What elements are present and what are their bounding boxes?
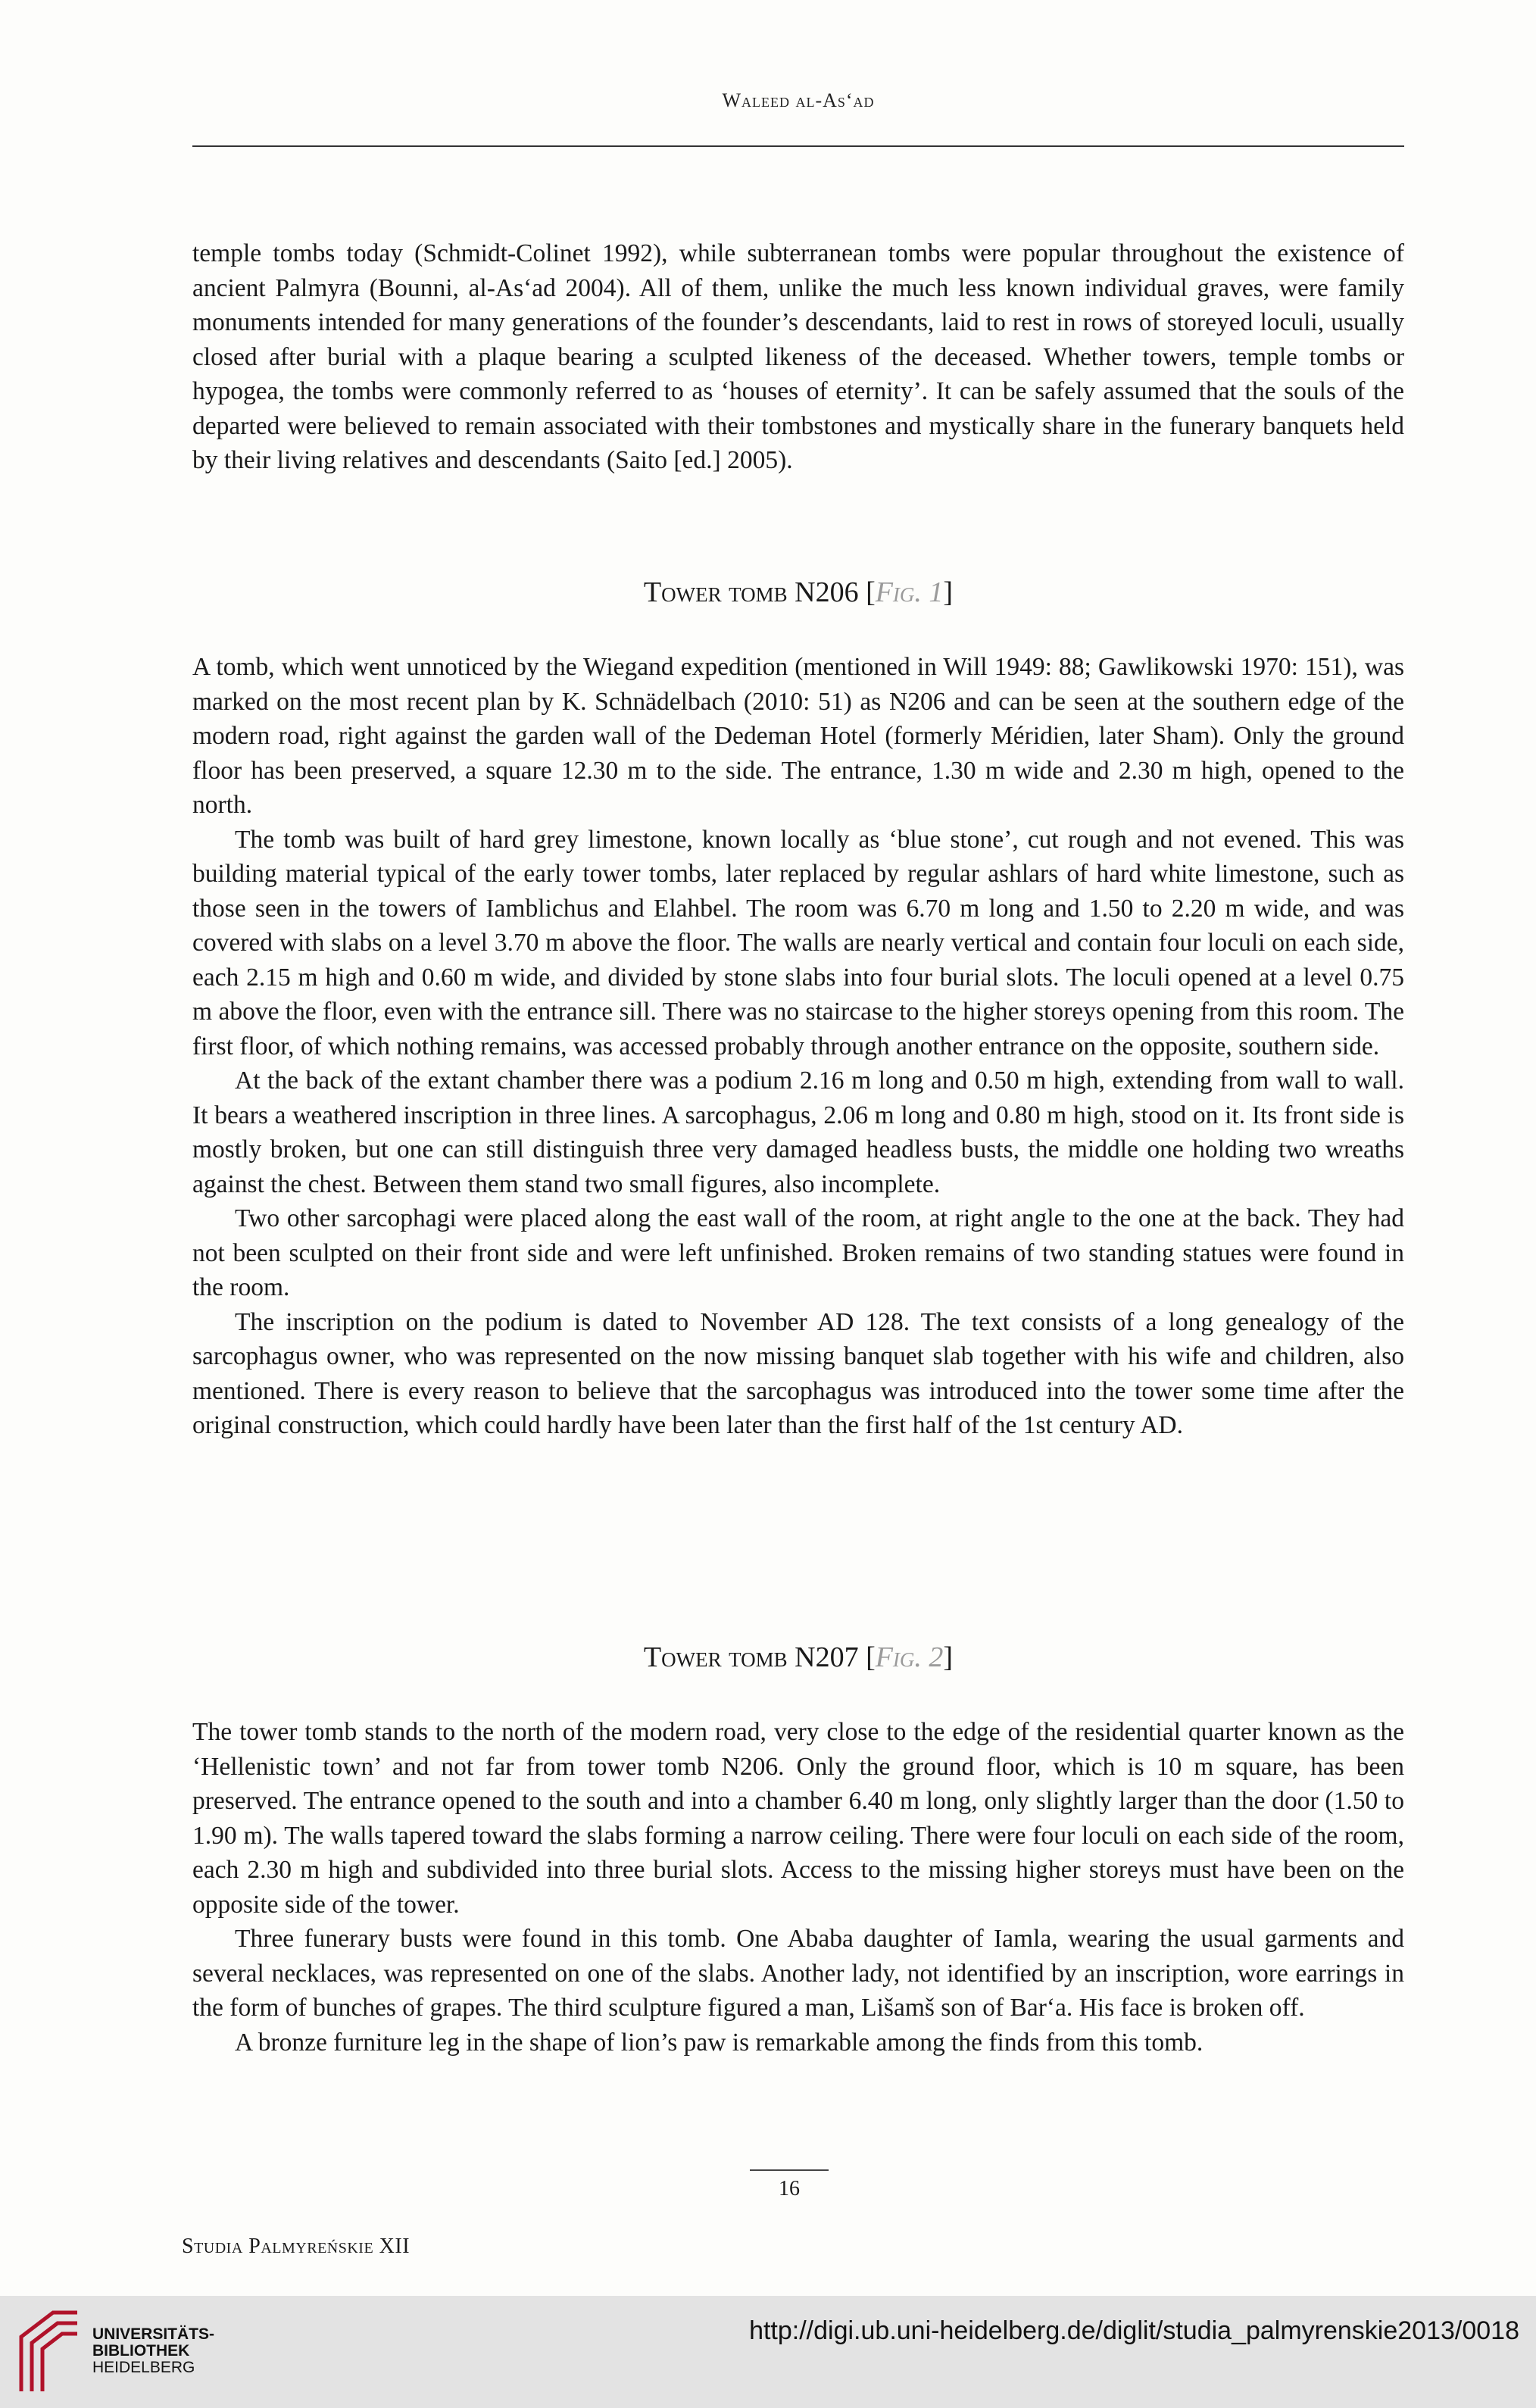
journal-title: Studia Palmyreńskie XII bbox=[182, 2235, 411, 2258]
section-title-text: Tower tomb N207 [ bbox=[643, 1641, 876, 1673]
section-title-n206 bbox=[192, 576, 1404, 609]
source-url-link[interactable]: http://digi.ub.uni-heidelberg.de/diglit/studia_palmyrenskie2013/0018 bbox=[749, 2316, 1519, 2345]
paragraph: A tomb, which went unnoticed by the Wiegand expedition (mentioned in Will 1949: 88; Gawlikowski 1970: 151), was marked on the most recent plan by K. Schnädelbach (2010: 51) as N206 and can be seen at the southern edge of the modern road, right against the garden wall of the Dedeman Hotel (formerly Méridien, later Sham). Only the ground floor has been preserved, a square 12.30 m to the side. The entrance, 1.30 m wide and 2.30 m high, opened to the north. bbox=[192, 653, 1404, 819]
folio-rule bbox=[750, 2169, 829, 2171]
header-rule bbox=[192, 145, 1404, 147]
section-body-n207 bbox=[192, 1715, 1404, 2060]
digitization-footer-bar bbox=[0, 2296, 1536, 2408]
paragraph: A bronze furniture leg in the shape of lion’s paw is remarkable among the finds from this tomb. bbox=[235, 2028, 1204, 2057]
library-name-line: UNIVERSITÄTS- bbox=[92, 2325, 215, 2343]
library-logo-icon bbox=[15, 2306, 83, 2397]
section-title-close: ] bbox=[943, 1641, 954, 1673]
paragraph: The inscription on the podium is dated to November AD 128. The text consists of a long genealogy of the sarcophagus owner, who was represented on the now missing banquet slab together with his wife and children, also mentioned. There is every reason to believe that the sarcophagus was introduced into the tower some time after the original construction, which could hardly have been later than the first half of the 1st century AD. bbox=[192, 1307, 1404, 1439]
paragraph: The tomb was built of hard grey limestone, known locally as ‘blue stone’, cut rough and not evened. This was building material typical of the early tower tombs, later replaced by regular ashlars of hard white limestone, such as those seen in the towers of Iamblichus and Elahbel. The room was 6.70 m long and 1.50 to 2.20 m wide, and was covered with slabs on a level 3.70 m above the floor. The walls are nearly vertical and contain four loculi on each side, each 2.15 m high and 0.60 m wide, and divided by stone slabs into four burial slots. The loculi opened at a level 0.75 m above the floor, even with the entrance sill. There was no staircase to the higher storeys opening from this room. The first floor, of which nothing remains, was accessed probably through another entrance on the opposite, southern side. bbox=[192, 825, 1404, 1060]
intro-paragraph: temple tombs today (Schmidt-Colinet 1992), while subterranean tombs were popular throughout the existence of ancient Palmyra (Bounni, al-As‘ad 2004). All of them, unlike the much less known individual graves, were family monuments intended for many generations of the founder’s descendants, laid to rest in rows of storeyed loculi, usually closed after burial with a plaque bearing a sculpted likeness of the deceased. Whether towers, temple tombs or hypogea, the tombs were commonly referred to as ‘houses of eternity’. It can be safely assumed that the souls of the departed were believed to remain associated with their tombstones and mystically share in the funerary banquets held by their living relatives and descendants (Saito [ed.] 2005). bbox=[192, 239, 1404, 474]
library-name-line: BIBLIOTHEK bbox=[92, 2342, 190, 2360]
figure-reference-link[interactable]: Fig. 2 bbox=[875, 1641, 944, 1673]
figure-reference-link[interactable]: Fig. 1 bbox=[875, 576, 944, 608]
section-title-n207 bbox=[192, 1641, 1404, 1674]
library-name bbox=[92, 2326, 214, 2376]
section-title-text: Tower tomb N206 [ bbox=[643, 576, 876, 608]
paragraph: The tower tomb stands to the north of the modern road, very close to the edge of the residential quarter known as the ‘Hellenistic town’ and not far from tower tomb N206. Only the ground floor, which is 10 m square, has been preserved. The entrance opened to the south and into a chamber 6.40 m long, only slightly larger than the door (1.50 to 1.90 m). The walls tapered toward the slabs forming a narrow ceiling. There were four loculi on each side of the room, each 2.30 m high and subdivided into three burial slots. Access to the missing higher storeys must have been on the opposite side of the tower. bbox=[192, 1718, 1404, 1919]
intro-text bbox=[192, 236, 1404, 478]
section-body-n206 bbox=[192, 650, 1404, 1443]
paragraph: Three funerary busts were found in this tomb. One Ababa daughter of Iamla, wearing the usual garments and several necklaces, was represented on one of the slabs. Another lady, not identified by an inscription, wore earrings in the form of bunches of grapes. The third sculpture figured a man, Lišamš son of Bar‘a. His face is broken off. bbox=[192, 1925, 1404, 2022]
paragraph: Two other sarcophagi were placed along the east wall of the room, at right angle to the one at the back. They had not been sculpted on their front side and were left unfinished. Broken remains of two standing statues were found in the room. bbox=[192, 1204, 1404, 1301]
library-name-line: HEIDELBERG bbox=[92, 2359, 195, 2376]
page-number: 16 bbox=[779, 2177, 800, 2200]
section-title-close: ] bbox=[943, 576, 954, 608]
running-head: Waleed al-As‘ad bbox=[722, 89, 875, 111]
paragraph: At the back of the extant chamber there was a podium 2.16 m long and 0.50 m high, extending from wall to wall. It bears a weathered inscription in three lines. A sarcophagus, 2.06 m long and 0.80 m high, stood on it. Its front side is mostly broken, but one can still distinguish three very damaged headless busts, the middle one holding two wreaths against the chest. Between them stand two small figures, also incomplete. bbox=[192, 1067, 1404, 1198]
